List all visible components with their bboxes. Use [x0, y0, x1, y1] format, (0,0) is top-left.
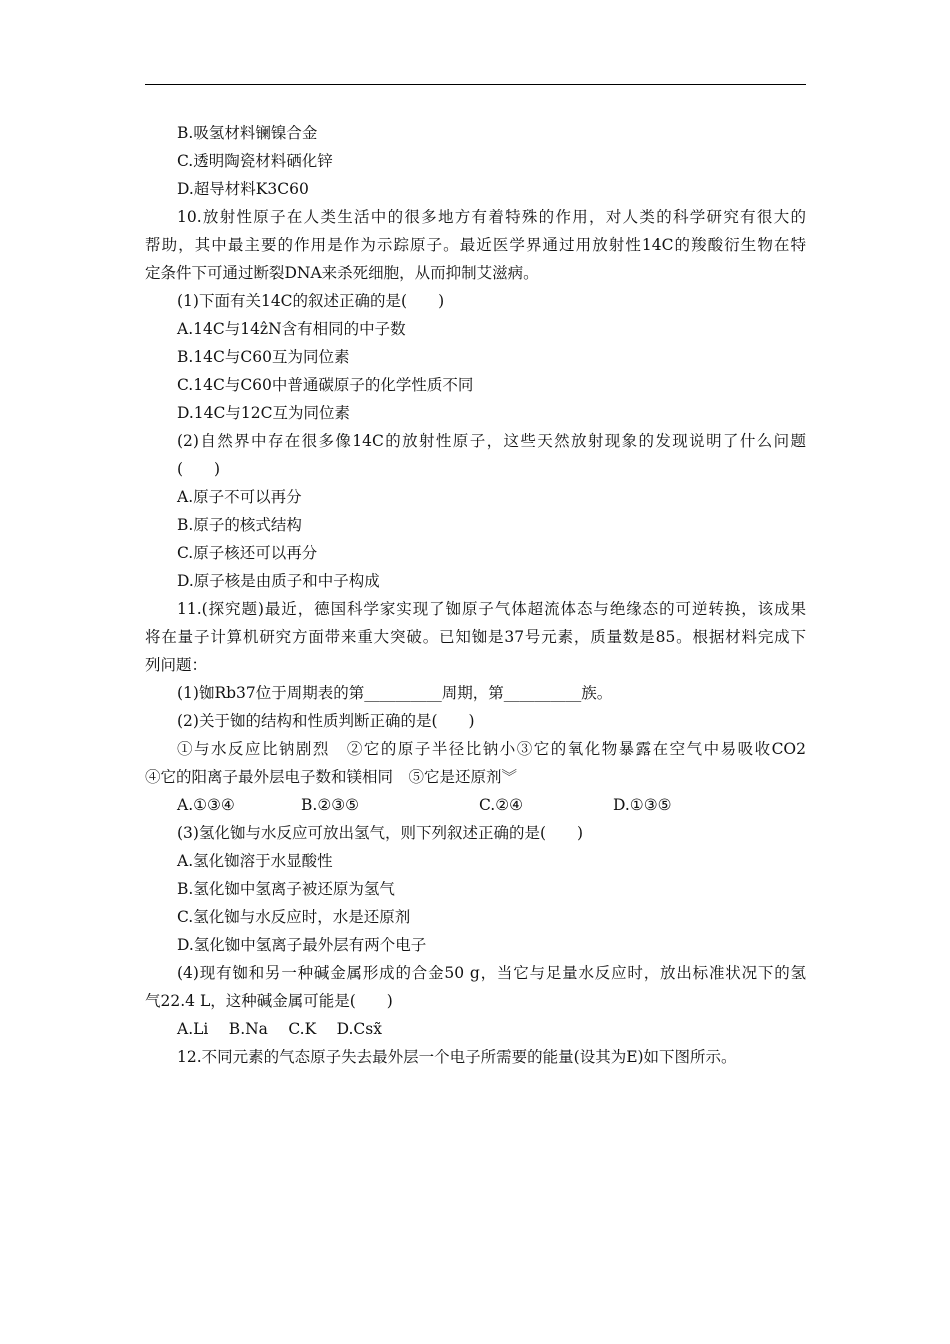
q11-3-question: (3)氢化铷与水反应可放出氢气，则下列叙述正确的是( )	[177, 824, 584, 842]
q11-3-option-c: C.氢化铷与水反应时，水是还原剂	[177, 908, 411, 926]
q9-option-c: C.透明陶瓷材料硒化锌	[177, 152, 333, 170]
q10-2-option-c: C.原子核还可以再分	[177, 544, 318, 562]
q11-4-question-line-1: (4)现有铷和另一种碱金属形成的合金50 g，当它与足量水反应时，放出标准状况下的氢	[177, 964, 806, 982]
document-body	[145, 119, 806, 1071]
q10-2-option-d: D.原子核是由质子和中子构成	[177, 572, 380, 590]
q11-2-question: (2)关于铷的结构和性质判断正确的是( )	[177, 712, 475, 730]
q10-2-option-b: B.原子的核式结构	[177, 516, 302, 534]
q10-1-question: (1)下面有关14C的叙述正确的是( )	[177, 292, 445, 310]
q11-4-question-line-2: 气22.4 L，这种碱金属可能是( )	[145, 992, 393, 1010]
q12-stem: 12.不同元素的气态原子失去最外层一个电子所需要的能量(设其为E)如下图所示。	[177, 1048, 737, 1066]
q9-option-d: D.超导材料K3C60	[177, 180, 309, 198]
q11-4-options: A.Li B.Na C.K D.Csx̃	[177, 1020, 382, 1038]
q10-2-question-line-2: ( )	[177, 460, 221, 478]
q11-2-statements-line-1: ①与水反应比钠剧烈 ②它的原子半径比钠小③它的氧化物暴露在空气中易吸收CO2	[177, 740, 806, 758]
q11-stem-line-1: 11.(探究题)最近，德国科学家实现了铷原子气体超流体态与绝缘态的可逆转换，该成果	[177, 600, 806, 618]
header-rule	[145, 84, 806, 85]
q11-2-choice-b: B.②③⑤	[301, 796, 360, 814]
q10-1-option-c: C.14C与C60中普通碳原子的化学性质不同	[177, 376, 474, 394]
q10-2-option-a: A.原子不可以再分	[177, 488, 302, 506]
q11-2-choices	[145, 791, 806, 819]
q11-1-question: (1)铷Rb37位于周期表的第__________周期，第__________族。	[177, 684, 613, 702]
q10-1-option-d: D.14C与12C互为同位素	[177, 404, 350, 422]
q9-option-b: B.吸氢材料镧镍合金	[177, 124, 318, 142]
q11-stem-line-3: 列问题：	[145, 656, 208, 674]
q11-2-choice-d: D.①③⑤	[613, 796, 672, 814]
q10-stem-line-1: 10.放射性原子在人类生活中的很多地方有着特殊的作用，对人类的科学研究有很大的	[177, 208, 806, 226]
q11-3-option-d: D.氢化铷中氢离子最外层有两个电子	[177, 936, 427, 954]
q10-2-question-line-1: (2)自然界中存在很多像14C的放射性原子，这些天然放射现象的发现说明了什么问题	[177, 432, 806, 450]
q11-3-option-a: A.氢化铷溶于水显酸性	[177, 852, 333, 870]
q11-2-choice-c: C.②④	[479, 796, 524, 814]
q10-stem-line-2: 帮助，其中最主要的作用是作为示踪原子。最近医学界通过用放射性14C的羧酸衍生物在特	[145, 236, 806, 254]
q10-stem-line-3: 定条件下可通过断裂DNA来杀死细胞，从而抑制艾滋病。	[145, 264, 539, 282]
q11-2-choice-a: A.①③④	[177, 796, 235, 814]
q11-2-statements-line-2: ④它的阳离子最外层电子数和镁相同 ⑤它是还原剂︾	[145, 768, 518, 786]
q10-1-option-b: B.14C与C60互为同位素	[177, 348, 350, 366]
q11-3-option-b: B.氢化铷中氢离子被还原为氢气	[177, 880, 395, 898]
q10-1-option-a: A.14C与14ẑN含有相同的中子数	[177, 320, 406, 338]
q11-stem-line-2: 将在量子计算机研究方面带来重大突破。已知铷是37号元素，质量数是85。根据材料完成下	[145, 628, 806, 646]
